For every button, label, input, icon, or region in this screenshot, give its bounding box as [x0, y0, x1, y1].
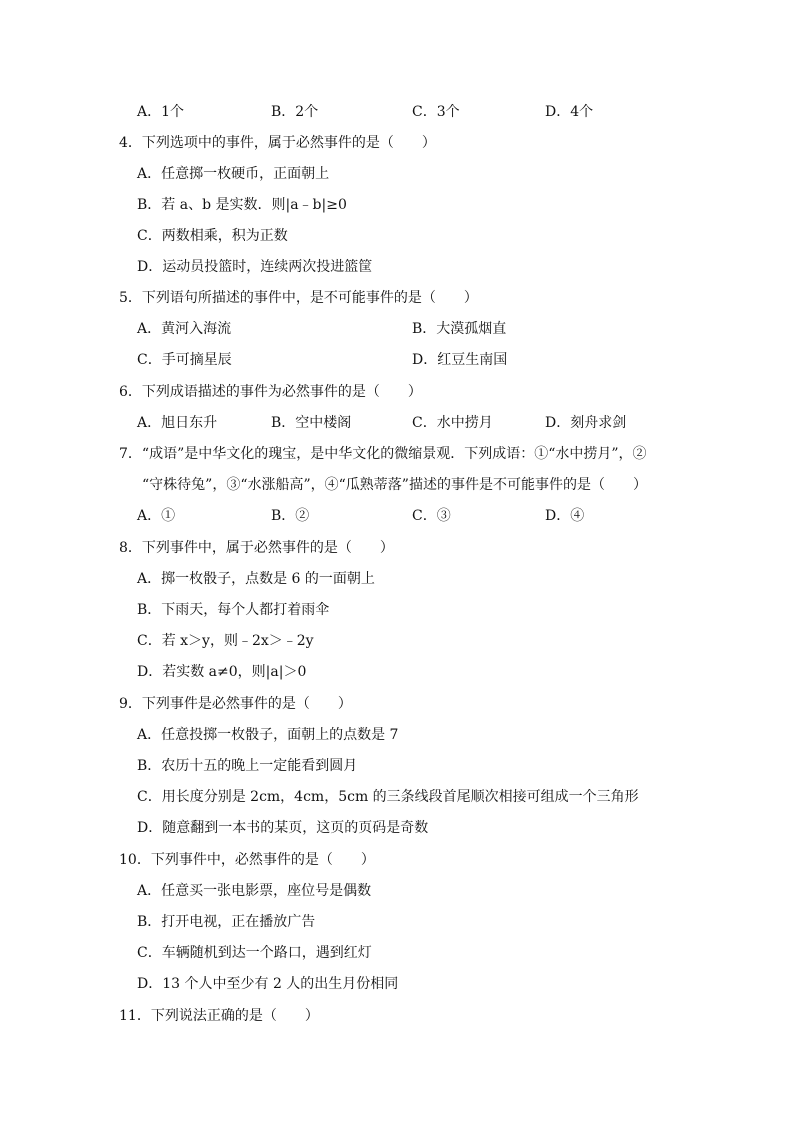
q5-stem: 5．下列语句所描述的事件中，是不可能事件的是（ ）	[119, 290, 478, 306]
q6-stem: 6．下列成语描述的事件为必然事件的是（ ）	[119, 384, 422, 400]
q7-option-d: D．④	[545, 508, 585, 524]
q8-stem: 8．下列事件中，属于必然事件的是（ ）	[119, 540, 394, 556]
q9-option-b: B．农历十五的晚上一定能看到圆月	[137, 758, 358, 774]
q6-option-b: B．空中楼阁	[271, 415, 352, 431]
q11-stem: 11．下列说法正确的是（ ）	[119, 1008, 319, 1024]
q6-option-d: D．刻舟求剑	[545, 415, 627, 431]
q8-option-a: A．掷一枚骰子，点数是 6 的一面朝上	[137, 571, 375, 587]
q7-option-a: A．①	[137, 508, 176, 524]
q9-option-d: D．随意翻到一本书的某页，这页的页码是奇数	[137, 820, 429, 836]
q6-option-a: A．旭日东升	[137, 415, 218, 431]
q3-option-d: D．4个	[545, 104, 594, 120]
q3-option-a: A．1个	[137, 104, 185, 120]
q7-stem: 7．“成语”是中华文化的瑰宝，是中华文化的微缩景观．下列成语：①“水中捞月”，②	[119, 446, 647, 462]
q4-option-a: A．任意掷一枚硬币，正面朝上	[137, 166, 330, 182]
q9-option-c: C．用长度分别是 2cm，4cm，5cm 的三条线段首尾顺次相接可组成一个三角形	[137, 789, 639, 805]
q4-option-c: C．两数相乘，积为正数	[137, 228, 288, 244]
q4-stem: 4．下列选项中的事件，属于必然事件的是（ ）	[119, 135, 436, 151]
q5-option-d: D．红豆生南国	[412, 352, 508, 368]
q7-stem-continued: “守株待兔”，③“水涨船高”，④“瓜熟蒂落”描述的事件是不可能事件的是（ ）	[142, 477, 647, 493]
q10-option-c: C．车辆随机到达一个路口，遇到红灯	[137, 945, 372, 961]
q9-option-a: A．任意投掷一枚骰子，面朝上的点数是 7	[137, 727, 399, 743]
q8-option-b: B．下雨天，每个人都打着雨伞	[137, 602, 330, 618]
q4-option-b: B．若 a、b 是实数．则|a﹣b|≥0	[137, 197, 347, 213]
q4-option-d: D．运动员投篮时，连续两次投进篮筐	[137, 259, 373, 275]
q10-option-a: A．任意买一张电影票，座位号是偶数	[137, 883, 372, 899]
q5-option-b: B．大漠孤烟直	[412, 321, 507, 337]
q9-stem: 9．下列事件是必然事件的是（ ）	[119, 696, 352, 712]
q10-option-b: B．打开电视，正在播放广告	[137, 914, 316, 930]
q8-option-d: D．若实数 a≠0，则|a|＞0	[137, 664, 307, 680]
q7-option-c: C．③	[412, 508, 451, 524]
q6-option-c: C．水中捞月	[412, 415, 493, 431]
q8-option-c: C．若 x＞y，则﹣2x＞﹣2y	[137, 633, 314, 649]
q10-option-d: D．13 个人中至少有 2 人的出生月份相同	[137, 976, 399, 992]
q10-stem: 10．下列事件中，必然事件的是（ ）	[119, 852, 375, 868]
q5-option-c: C．手可摘星辰	[137, 352, 232, 368]
q7-option-b: B．②	[271, 508, 310, 524]
q3-option-b: B．2个	[271, 104, 319, 120]
q5-option-a: A．黄河入海流	[137, 321, 232, 337]
q3-option-c: C．3个	[412, 104, 460, 120]
